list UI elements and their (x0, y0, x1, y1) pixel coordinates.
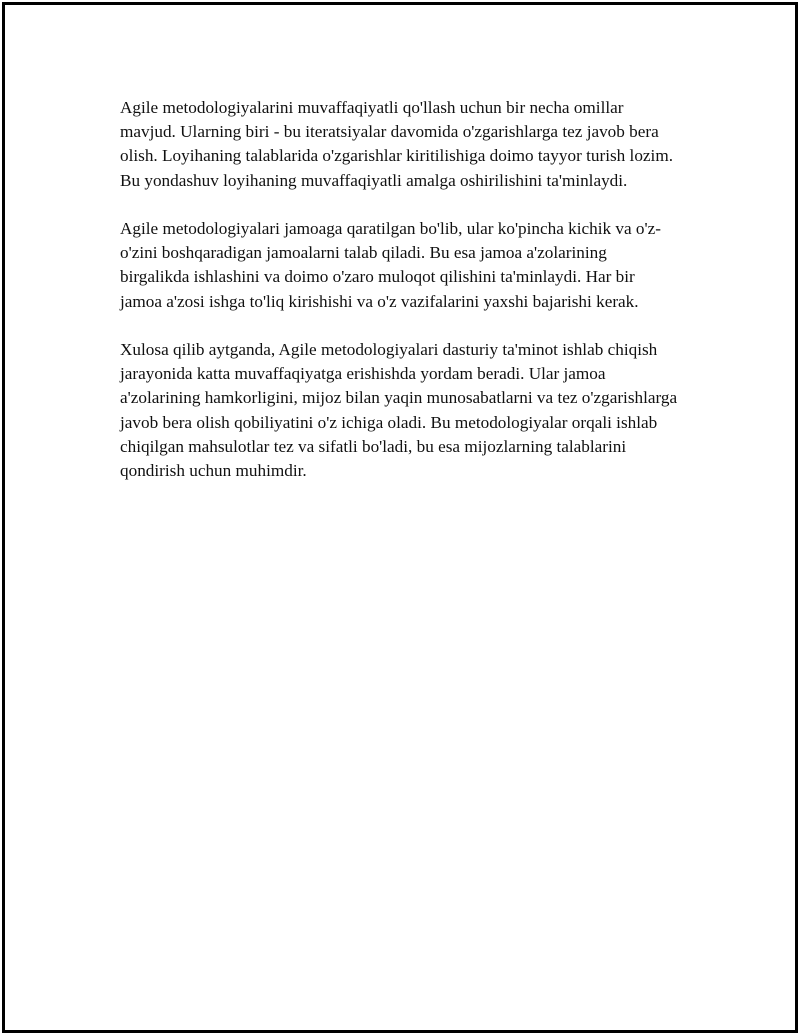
document-body (120, 96, 680, 507)
paragraph-1: Agile metodologiyalarini muvaffaqiyatli qo'llash uchun bir necha omillar mavjud. Ularning biri - bu iteratsiyalar davomida o'zgarishlarga tez javob bera olish. Loyihaning talablarida o'zgarishlar kiritilishiga doimo tayyor turish lozim. Bu yondashuv loyihaning muvaffaqiyatli amalga oshirilishini ta'minlaydi. (120, 98, 673, 190)
paragraph-3: Xulosa qilib aytganda, Agile metodologiyalari dasturiy ta'minot ishlab chiqish jarayonida katta muvaffaqiyatga erishishda yordam beradi. Ular jamoa a'zolarining hamkorligini, mijoz bilan yaqin munosabatlarni va tez o'zgarishlarga javob bera olish qobiliyatini o'z ichiga oladi. Bu metodologiyalar orqali ishlab chiqilgan mahsulotlar tez va sifatli bo'ladi, bu esa mijozlarning talablarini qondirish uchun muhimdir. (120, 340, 678, 481)
paragraph-2: Agile metodologiyalari jamoaga qaratilgan bo'lib, ular ko'pincha kichik va o'z-o'zini boshqaradigan jamoalarni talab qiladi. Bu esa jamoa a'zolarining birgalikda ishlashini va doimo o'zaro muloqot qilishini ta'minlaydi. Har bir jamoa a'zosi ishga to'liq kirishishi va o'z vazifalarini yaxshi bajarishi kerak. (120, 219, 661, 311)
document-page (2, 2, 798, 1033)
